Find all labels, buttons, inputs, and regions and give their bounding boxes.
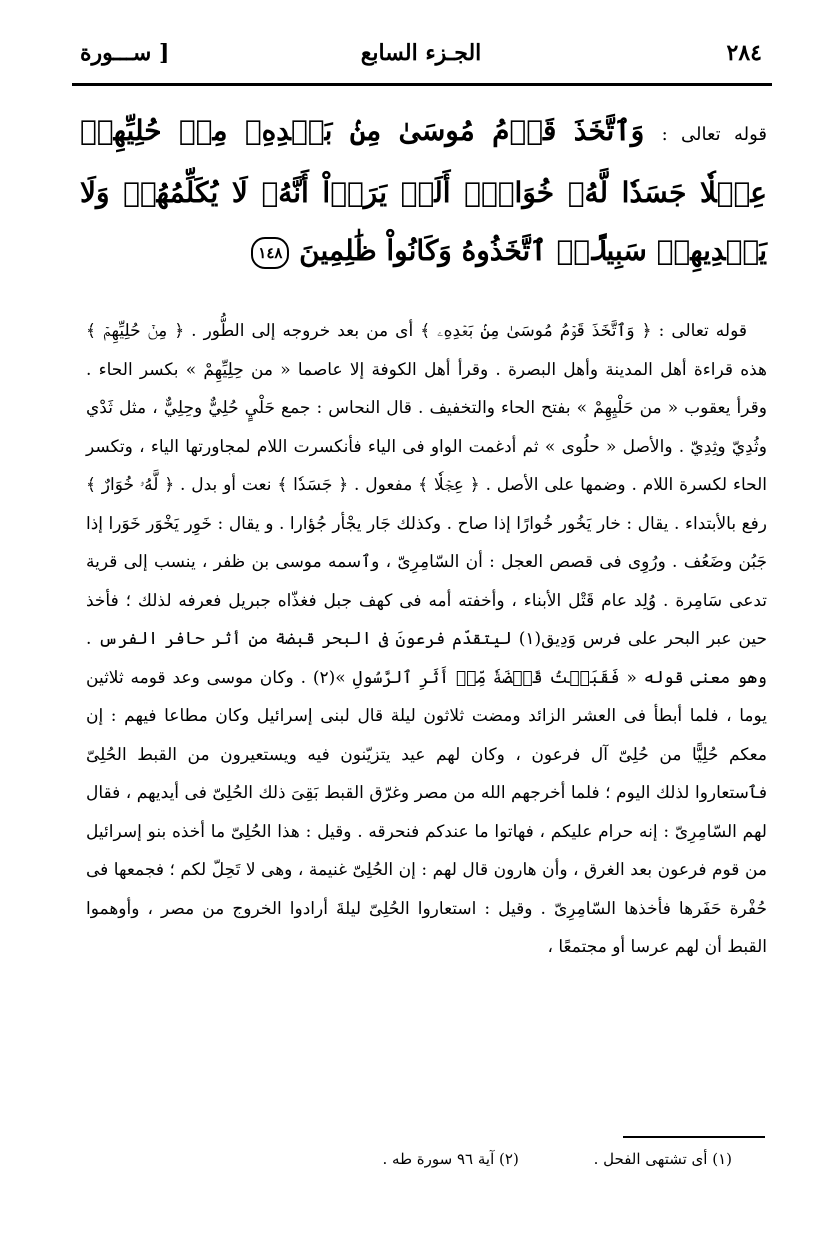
commentary-text <box>86 312 767 967</box>
verse-intro: قوله تعالى : <box>661 124 767 145</box>
page-header <box>80 40 762 80</box>
verse-text: وَٱتَّخَذَ قَوۡمُ مُوسَىٰ مِنۢ بَعۡدِهِۦ مِنۡ حُلِيِّهِمۡ عِجۡلٗا جَسَدٗا لَّهُۥ خُوَارٌۚ أَلَمۡ يَرَوۡاْ أَنَّهُۥ لَا يُكَلِّمُهُمۡ وَلَا يَهۡدِيهِمۡ سَبِيلًاۘ ٱتَّخَذُوهُ وَكَانُواْ ظَٰلِمِينَ <box>80 114 767 267</box>
running-sura: [ ســـورة <box>80 40 170 66</box>
commentary-paragraph: قوله تعالى : ﴿ وَٱتَّخَذَ قَوۡمُ مُوسَىٰ مِنۢ بَعۡدِهِۦ ﴾ أى من بعد خروجه إلى الطُّور . ﴿ مِنۡ حُلِيِّهِمۡ ﴾ هذه قراءة أهل المدينة وأهل البصرة . وقرأ أهل الكوفة إلا عاصما « من حِلِيِّهِمْ » بكسر الحاء . وقرأ يعقوب « من حَلْيِهِمْ » بفتح الحاء والتخفيف . قال النحاس : جمع حَلْيٍ حُلِيٌّ وحِلِيٌّ ، مثل ثَدْي وثُدِيّ وثِدِيّ . والأصل « حلُوى » ثم أدغمت الواو فى الياء فأنكسرت اللام لمجاورتها الياء ، وتكسر الحاء لكسرة اللام . وضمها على الأصل . ﴿ عِجۡلٗا ﴾ مفعول . ﴿ جَسَدٗا ﴾ نعت أو بدل . ﴿ لَّهُۥ خُوَارٌ ﴾ رفع بالأبتداء . يقال : خار يَخُور خُوارًا إذا صاح . وكذلك جَار يجْأر جُؤارا . و يقال : خَوِر يَخْوَر خَوَرا إذا جَبُن وضَعُف . ورُوِى فى قصص العجل : أن السّامِرِىّ ، وٱسمه موسى بن ظفر ، ينسب إلى قرية تدعى سَامِرة . وُلِد عام قَتْل الأبناء ، وأخفته أمه فى كهف جبل فغذّاه جبريل فعرفه لذلك ؛ فأخذ حين عبر البحر على فرس وَدِيق(١) ليتقدّم فرعونَ فى البحر قبضة من أثر حافر الفرس . وهو معنى قوله « فَقَبَضۡتُ قَبۡضَةٗ مِّنۡ أَثَرِ ٱلرَّسُولِ »(٢) . وكان موسى وعد قومه ثلاثين يوما ، فلما أبطأ فى العشر الزائد ومضت ثلاثون ليلة قال لبنى إسرائيل وكان مطاعا فيهم : إن معكم حُلِيًّا من حُلِىّ آل فرعون ، وكان لهم عيد يتزيّنون فيه ويستعيرون من القبط الحُلِىّ فٱستعاروا لذلك اليوم ؛ فلما أخرجهم الله من مصر وغرّق القبط بَقِىَ ذلك الحُلِىّ فى أيديهم ، فقال لهم السّامِرِىّ : إنه حرام عليكم ، فهاتوا ما عندكم فنحرقه . وقيل : هذا الحُلِىّ ما أخذه بنو إسرائيل من قوم فرعون بعد الغرق ، وأن هارون قال لهم : إن الحُلِىّ غنيمة ، وهى لا تَحِلّ لكم ؛ فجمعها فى حُفْرة حَفَرها فأخذها السّامِرِىّ . وقيل : استعاروا الحُلِىّ ليلةَ أرادوا الخروج من مصر ، وأوهموا القبط أن لهم عرسا أو مجتمعًا ، <box>86 321 767 957</box>
footnote-2: (٢) آية ٩٦ سورة طه . <box>382 1150 519 1168</box>
running-title: الجـزء السابع <box>360 40 482 66</box>
ayah-number-marker: ١٤٨ <box>251 237 289 269</box>
footnote-rule <box>623 1136 765 1138</box>
header-rule <box>72 83 772 86</box>
footnote-1: (١) أى تشتهى الفحل . <box>593 1150 732 1168</box>
quran-verse-block <box>80 102 767 280</box>
footnotes <box>300 1150 732 1168</box>
page-number: ٢٨٤ <box>726 40 762 66</box>
